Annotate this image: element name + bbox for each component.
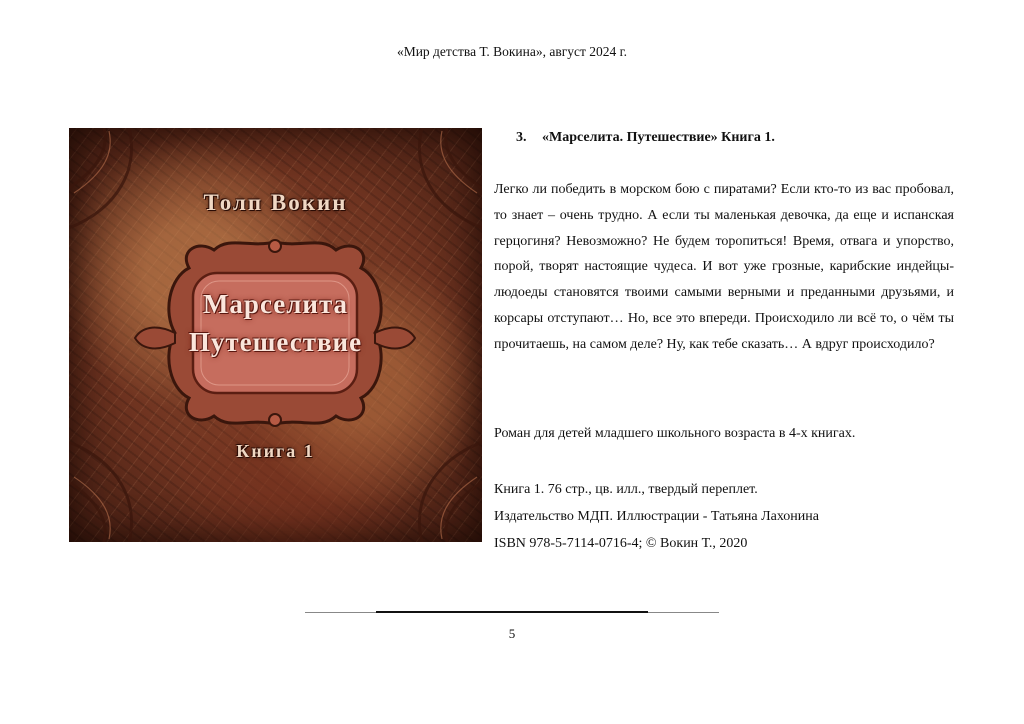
cover-author: Толп Вокин [203,190,348,215]
entry-title: «Марселита. Путешествие» Книга 1. [542,130,775,145]
entry-heading [516,130,775,146]
cover-title [69,285,482,361]
page-number: 5 [508,626,516,641]
entry-isbn: ISBN 978-5-7114-0716-4; © Вокин Т., 2020 [494,536,748,551]
entry-genre: Роман для детей младшего школьного возраста в 4-х книгах. [494,426,856,441]
entry-details: Книга 1. 76 стр., цв. илл., твердый переплет. [494,482,758,497]
entry-publisher: Издательство МДП. Иллюстрации - Татьяна Лахонина [494,509,819,524]
book-cover-image [69,128,482,542]
cover-title-line1: Марселита [202,289,349,319]
footer-rule-bold [376,611,648,613]
entry-description: Легко ли победить в морском бою с пиратами? Если кто-то из вас пробовал, то знает – очень трудно. А если ты маленькая девочка, да еще и испанская герцогиня? Невозможно? Не будем торопиться! Время, отвага и упорство, порой, творят настоящие чудеса. И вот уже грозные, карибские индейцы-людоеды становятся твоими самыми верными и преданными друзьями, и корсары отступают… Но, все это впереди. Происходило ли всё то, о чём ты прочитаешь, на самом деле? Ну, как тебе сказать… А вдруг происходило? [494,182,954,352]
cover-book-number: Книга 1 [236,441,315,461]
entry-number: 3. [516,130,527,145]
running-header: «Мир детства Т. Вокина», август 2024 г. [396,44,628,59]
cover-title-line2: Путешествие [188,327,363,357]
